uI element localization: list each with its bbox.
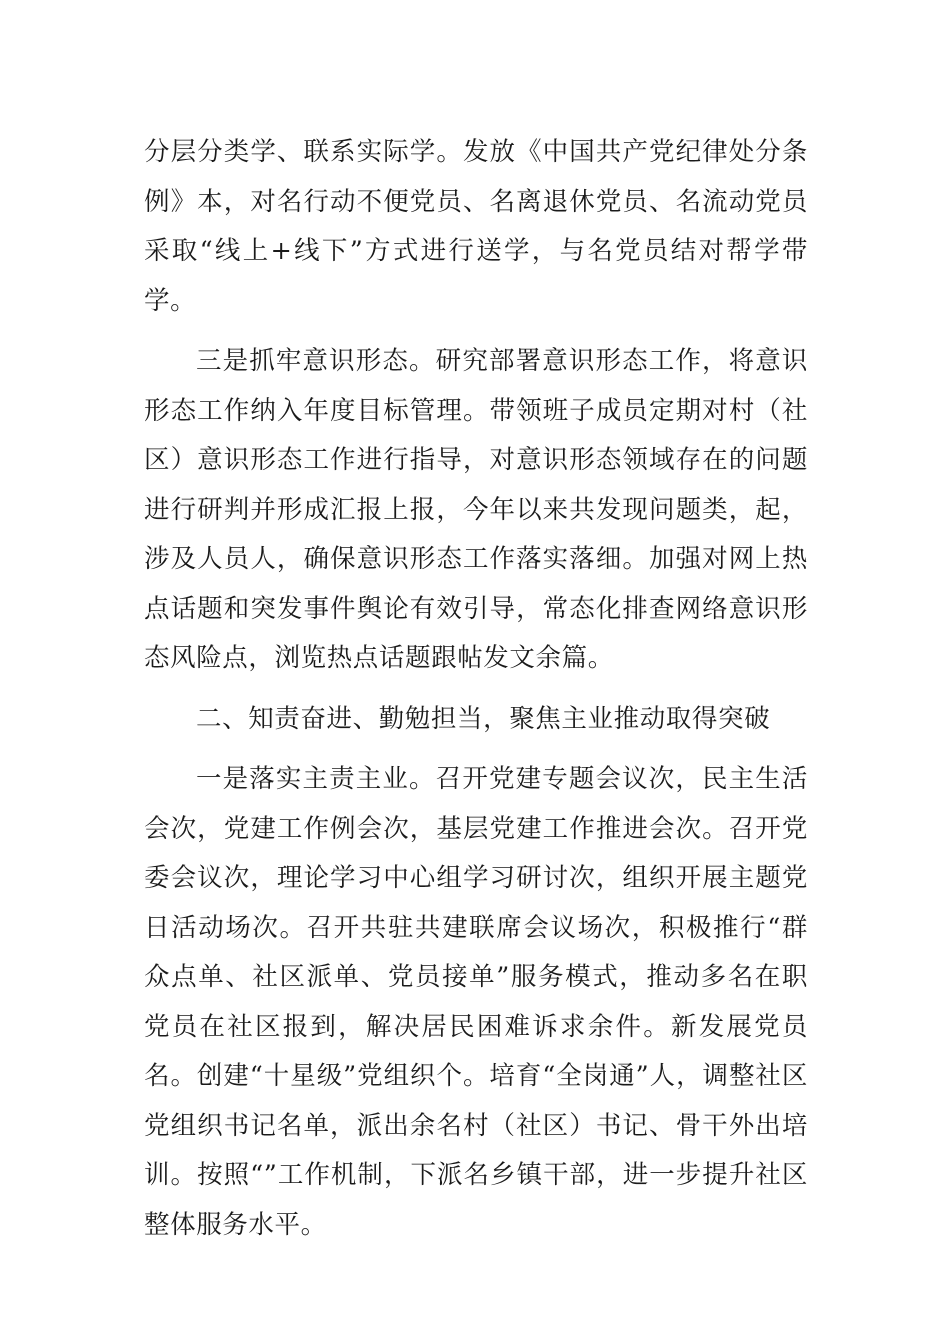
- section-heading: 二、知责奋进、勤勉担当，聚焦主业推动取得突破: [196, 703, 771, 734]
- paragraph-continued: 分层分类学、联系实际学。发放《中国共产党纪律处分条例》本，对名行动不便党员、名离退休党员、名流动党员采取“线上+线下”方式进行送学，与名党员结对帮学带学。: [144, 137, 808, 316]
- document-body: [144, 128, 808, 1261]
- paragraph-main-duty: 一是落实主责主业。召开党建专题会议次，民主生活会次，党建工作例会次，基层党建工作推进会次。召开党委会议次，理论学习中心组学习研讨次，组织开展主题党日活动场次。召开共驻共建联席会议场次，积极推行“群众点单、社区派单、党员接单”服务模式，推动多名在职党员在社区报到，解决居民困难诉求余件。新发展党员名。创建“十星级”党组织个。培育“全岗通”人，调整社区党组织书记名单，派出余名村（社区）书记、骨干外出培训。按照“”工作机制，下派名乡镇干部，进一步提升社区整体服务水平。: [144, 764, 808, 1240]
- paragraph-ideology: 三是抓牢意识形态。研究部署意识形态工作，将意识形态工作纳入年度目标管理。带领班子成员定期对村（社区）意识形态工作进行指导，对意识形态领域存在的问题进行研判并形成汇报上报，今年以来共发现问题类，起，涉及人员人，确保意识形态工作落实落细。加强对网上热点话题和突发事件舆论有效引导，常态化排查网络意识形态风险点，浏览热点话题跟帖发文余篇。: [144, 346, 808, 673]
